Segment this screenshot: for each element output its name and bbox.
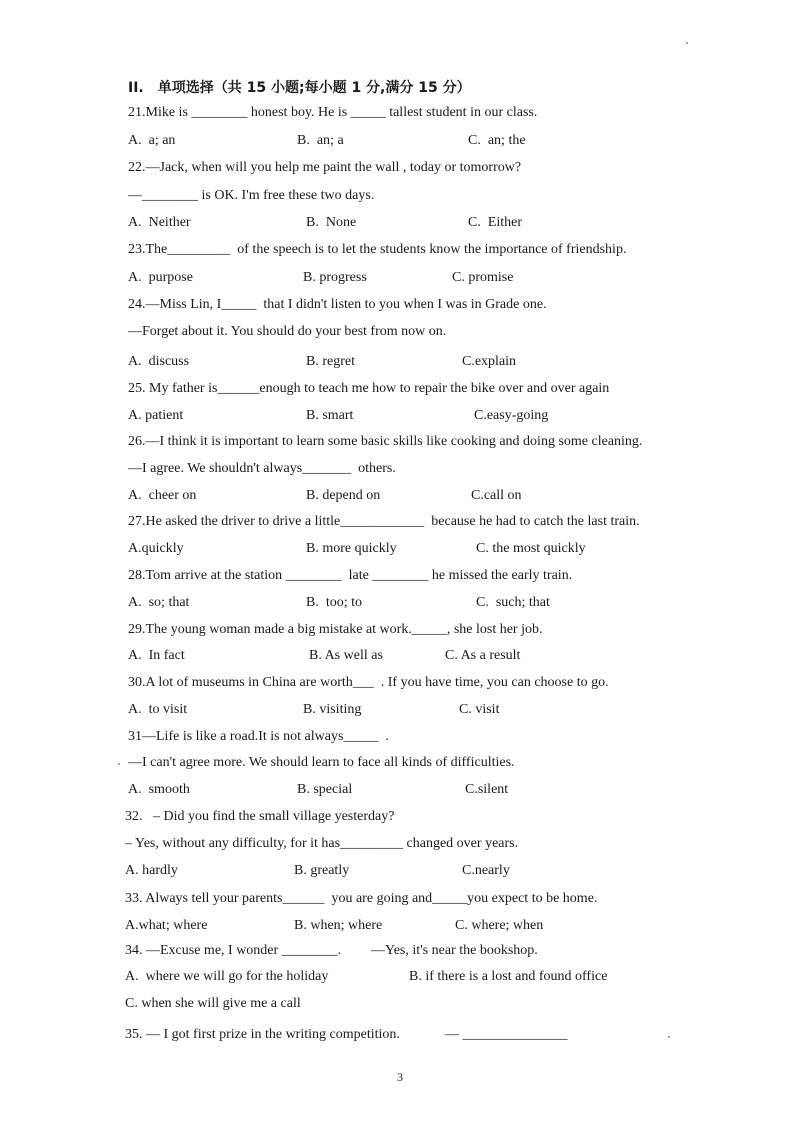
option-c: C. As a result <box>445 648 521 663</box>
scan-speck <box>686 42 688 44</box>
option-a: A. where we will go for the holiday <box>125 969 329 984</box>
option-a: A. purpose <box>128 270 193 285</box>
option-b: B. visiting <box>303 702 362 717</box>
option-a: A. a; an <box>128 133 176 148</box>
option-a: A. to visit <box>128 702 188 717</box>
option-a: A.quickly <box>128 541 184 556</box>
question-stem: 24.—Miss Lin, I_____ that I didn't listen to you when I was in Grade one. <box>128 297 547 312</box>
option-b: B. smart <box>306 408 354 423</box>
scan-speck <box>118 763 120 765</box>
option-c: C.easy-going <box>474 408 549 423</box>
option-a: A. cheer on <box>128 488 197 503</box>
question-stem: 27.He asked the driver to drive a little____________ because he had to catch the last train. <box>128 514 640 529</box>
scan-speck <box>668 1036 670 1038</box>
question-stem-line2: —________ is OK. I'm free these two days. <box>128 188 375 203</box>
question-reply: — _______________ <box>445 1027 568 1042</box>
question-stem-line2: – Yes, without any difficulty, for it has_________ changed over years. <box>125 836 519 851</box>
question-stem: 30.A lot of museums in China are worth___ . If you have time, you can choose to go. <box>128 675 609 690</box>
option-b: B. special <box>297 782 353 797</box>
option-c: C. an; the <box>468 133 526 148</box>
option-c: C.explain <box>462 354 517 369</box>
option-c: C. such; that <box>476 595 550 610</box>
option-b: B. greatly <box>294 863 350 878</box>
option-c: C.silent <box>465 782 509 797</box>
section-heading: II. 单项选择（共 15 小题;每小题 1 分,满分 15 分） <box>128 80 471 96</box>
option-a: A. smooth <box>128 782 190 797</box>
option-a: A. discuss <box>128 354 190 369</box>
option-b: B. regret <box>306 354 355 369</box>
option-b: B. As well as <box>309 648 383 663</box>
option-c: C. where; when <box>455 918 544 933</box>
question-stem: 32. – Did you find the small village yesterday? <box>125 809 395 824</box>
question-stem-line2: —I agree. We shouldn't always_______ others. <box>128 461 396 476</box>
page-number: 3 <box>397 1070 403 1084</box>
question-stem-line2: —Forget about it. You should do your best from now on. <box>128 324 447 339</box>
option-a: A. patient <box>128 408 184 423</box>
option-c: C. promise <box>452 270 514 285</box>
option-a: A. so; that <box>128 595 190 610</box>
question-stem: 29.The young woman made a big mistake at work._____, she lost her job. <box>128 622 543 637</box>
question-stem: 35. — I got first prize in the writing competition. <box>125 1027 400 1042</box>
question-stem: 31—Life is like a road.It is not always_____ . <box>128 729 389 744</box>
option-b: B. depend on <box>306 488 381 503</box>
option-b: B. progress <box>303 270 367 285</box>
question-stem: 25. My father is______enough to teach me how to repair the bike over and over again <box>128 381 610 396</box>
option-b: B. if there is a lost and found office <box>409 969 608 984</box>
option-b: B. when; where <box>294 918 383 933</box>
option-c: C.call on <box>471 488 522 503</box>
question-reply: —Yes, it's near the bookshop. <box>371 943 538 958</box>
option-c: C. Either <box>468 215 523 230</box>
option-c: C. the most quickly <box>476 541 586 556</box>
question-stem: 26.—I think it is important to learn some basic skills like cooking and doing some cleaning. <box>128 434 643 449</box>
question-stem: 33. Always tell your parents______ you are going and_____you expect to be home. <box>125 891 598 906</box>
option-c: C.nearly <box>462 863 510 878</box>
option-a: A. Neither <box>128 215 191 230</box>
option-b: B. too; to <box>306 595 363 610</box>
option-a: A. hardly <box>125 863 178 878</box>
option-b: B. an; a <box>297 133 344 148</box>
question-stem-line2: —I can't agree more. We should learn to face all kinds of difficulties. <box>128 755 515 770</box>
question-stem: 28.Tom arrive at the station ________ late ________ he missed the early train. <box>128 568 573 583</box>
question-stem: 21.Mike is ________ honest boy. He is _____ tallest student in our class. <box>128 105 538 120</box>
question-stem: 34. —Excuse me, I wonder ________. <box>125 943 342 958</box>
option-b: B. None <box>306 215 357 230</box>
option-a: A.what; where <box>125 918 208 933</box>
question-stem: 22.—Jack, when will you help me paint the wall , today or tomorrow? <box>128 160 522 175</box>
option-b: B. more quickly <box>306 541 397 556</box>
question-stem: 23.The_________ of the speech is to let the students know the importance of friendship. <box>128 242 627 257</box>
option-c: C. visit <box>459 702 500 717</box>
option-a: A. In fact <box>128 648 185 663</box>
option-c: C. when she will give me a call <box>125 996 301 1011</box>
